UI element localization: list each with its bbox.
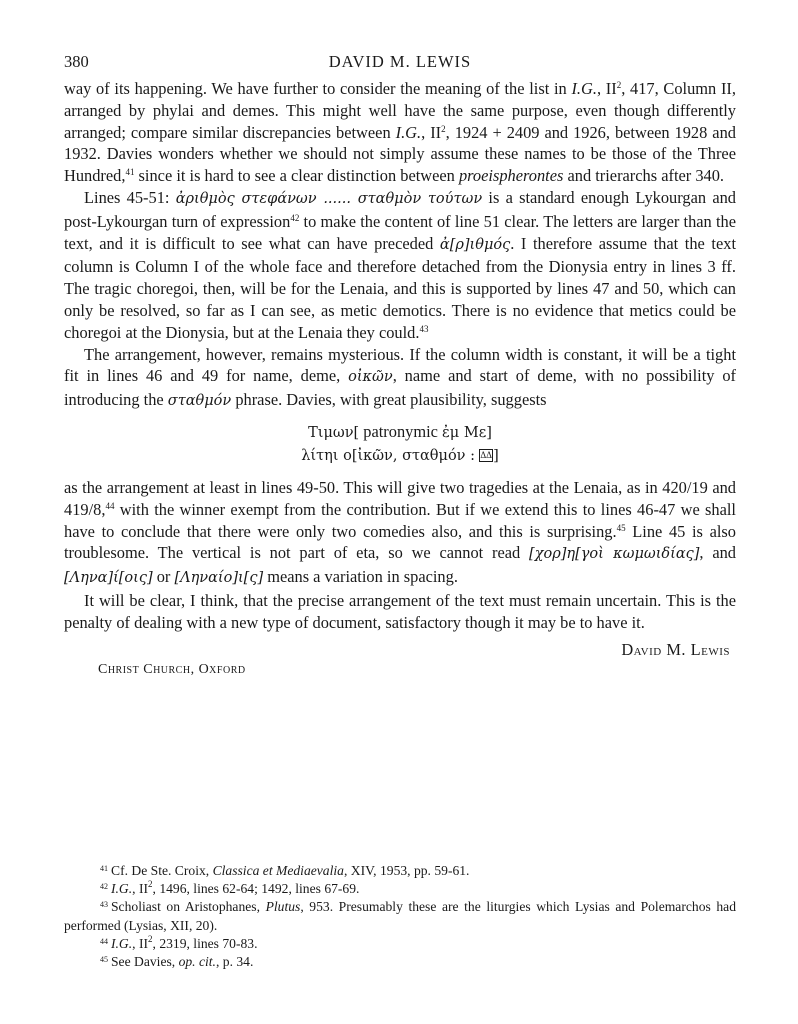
footnote-ref-42: 42 [290, 212, 300, 223]
running-title: DAVID M. LEWIS [328, 52, 472, 71]
numeral-sign-icon: ΔΔ [480, 449, 492, 460]
footnote-ref-43: 43 [419, 323, 429, 334]
author-affiliation: Christ Church, Oxford [98, 661, 246, 677]
running-head [64, 52, 736, 78]
page-number: 380 [64, 52, 89, 71]
footnote-41: $^{41}$ Cf. De Ste. Croix, Classica et Mediaevalia, XIV, 1953, pp. 59-61. [100, 863, 470, 878]
footnote-42: $^{42}$ I.G., $II^2$, 1496, lines 62-64; 1492, lines 67-69. [100, 879, 360, 897]
footnotes [64, 862, 736, 971]
page-content [64, 52, 736, 678]
footnote-43: $^{43}$ Scholiast on Aristophanes, Plutus, 953. Presumably these are the liturgies which Lysias and Polemarchos had performed (Lysias, XII, 20). [64, 899, 736, 933]
footnote-44: $^{44}$ I.G., $II^2$, 2319, lines 70-83. [100, 933, 258, 951]
body-text [64, 78, 736, 678]
footnote-ref-44: 44 [105, 500, 115, 511]
paragraph-2: Lines 45-51: ἀριθμὸς στεφάνων ...... σταθμὸν τούτων is a standard enough Lykourgan and post-Lykourgan turn of expression$^{42}$ to make the content of line 51 clear. The letters are larger than the text, and it is difficult to see what can have preceded ἀ[ρ]ιθμός. I therefore assume that the text column is Column I of the whole face and therefore detached from the Dionysia entry in lines 3 ff. The tragic choregoi, then, will be for the Lenaia, and this is supported by lines 47 and 50, which can only be resolved, so far as I can see, as metic demotics. There is no evidence that metics could be choregoi at the Dionysia, but at the Lenaia they could.$^{43}$ [64, 187, 737, 342]
paragraph-4: as the arrangement at least in lines 49-50. This will give two tragedies at the Lenaia, as in 420/19 and 419/8,44 with the winner exempt from the contribution. But if we extend this to lines 46-47 we shall have to conclude that there were only two comedies also, and this is surprising.$^{45}$ Line 45 is also troublesome. The vertical is not part of eta, so we cannot read [χορ]η[γοὶ κωμωιδίας], and [Ληνα]ί[οις] or [Ληναίο]ι[ς] means a variation in spacing. [64, 477, 736, 587]
restoration-line-1: Τιμων[ patronymic ἐμ Με] [308, 421, 492, 441]
author-signature: David M. Lewis [621, 639, 730, 659]
footnote-ref-41: 41 [125, 167, 135, 178]
paragraph-3: The arrangement, however, remains mysterious. If the column width is constant, it will be a tight fit in lines 46 and 49 for name, deme, οἰκῶν, name and start of deme, with no possibility of introducing the σταθμόν phrase. Davies, with great plausibility, suggests [64, 344, 736, 410]
paragraph-5: It will be clear, I think, that the precise arrangement of the text must remain uncertain. This is the penalty of dealing with a new type of document, satisfactory though it may be to have it. [64, 590, 736, 632]
footnote-ref-45: 45 [616, 522, 626, 533]
paragraph-1: way of its happening. We have further to consider the meaning of the list in I.G., $II^2$, 417, Column II, arranged by phylai and demes. This might well have the same purpose, even though differently arranged; compare similar discrepancies between I.G., $II^2$, 1924 + 2409 and 1926, between 1928 and 1932. Davies wonders whether we should not simply assume these names to be those of the Three Hundred,$^{41}$ since it is hard to see a clear distinction between proeispherontes and trierarchs after 340. [64, 79, 736, 186]
inscription-restoration [64, 421, 736, 467]
restoration-line-2: λίτηι ο[ἰκῶν, σταθμόν : ΔΔ] [301, 447, 499, 464]
footnote-45: $^{45}$ See Davies, op. cit., p. 34. [100, 954, 254, 970]
